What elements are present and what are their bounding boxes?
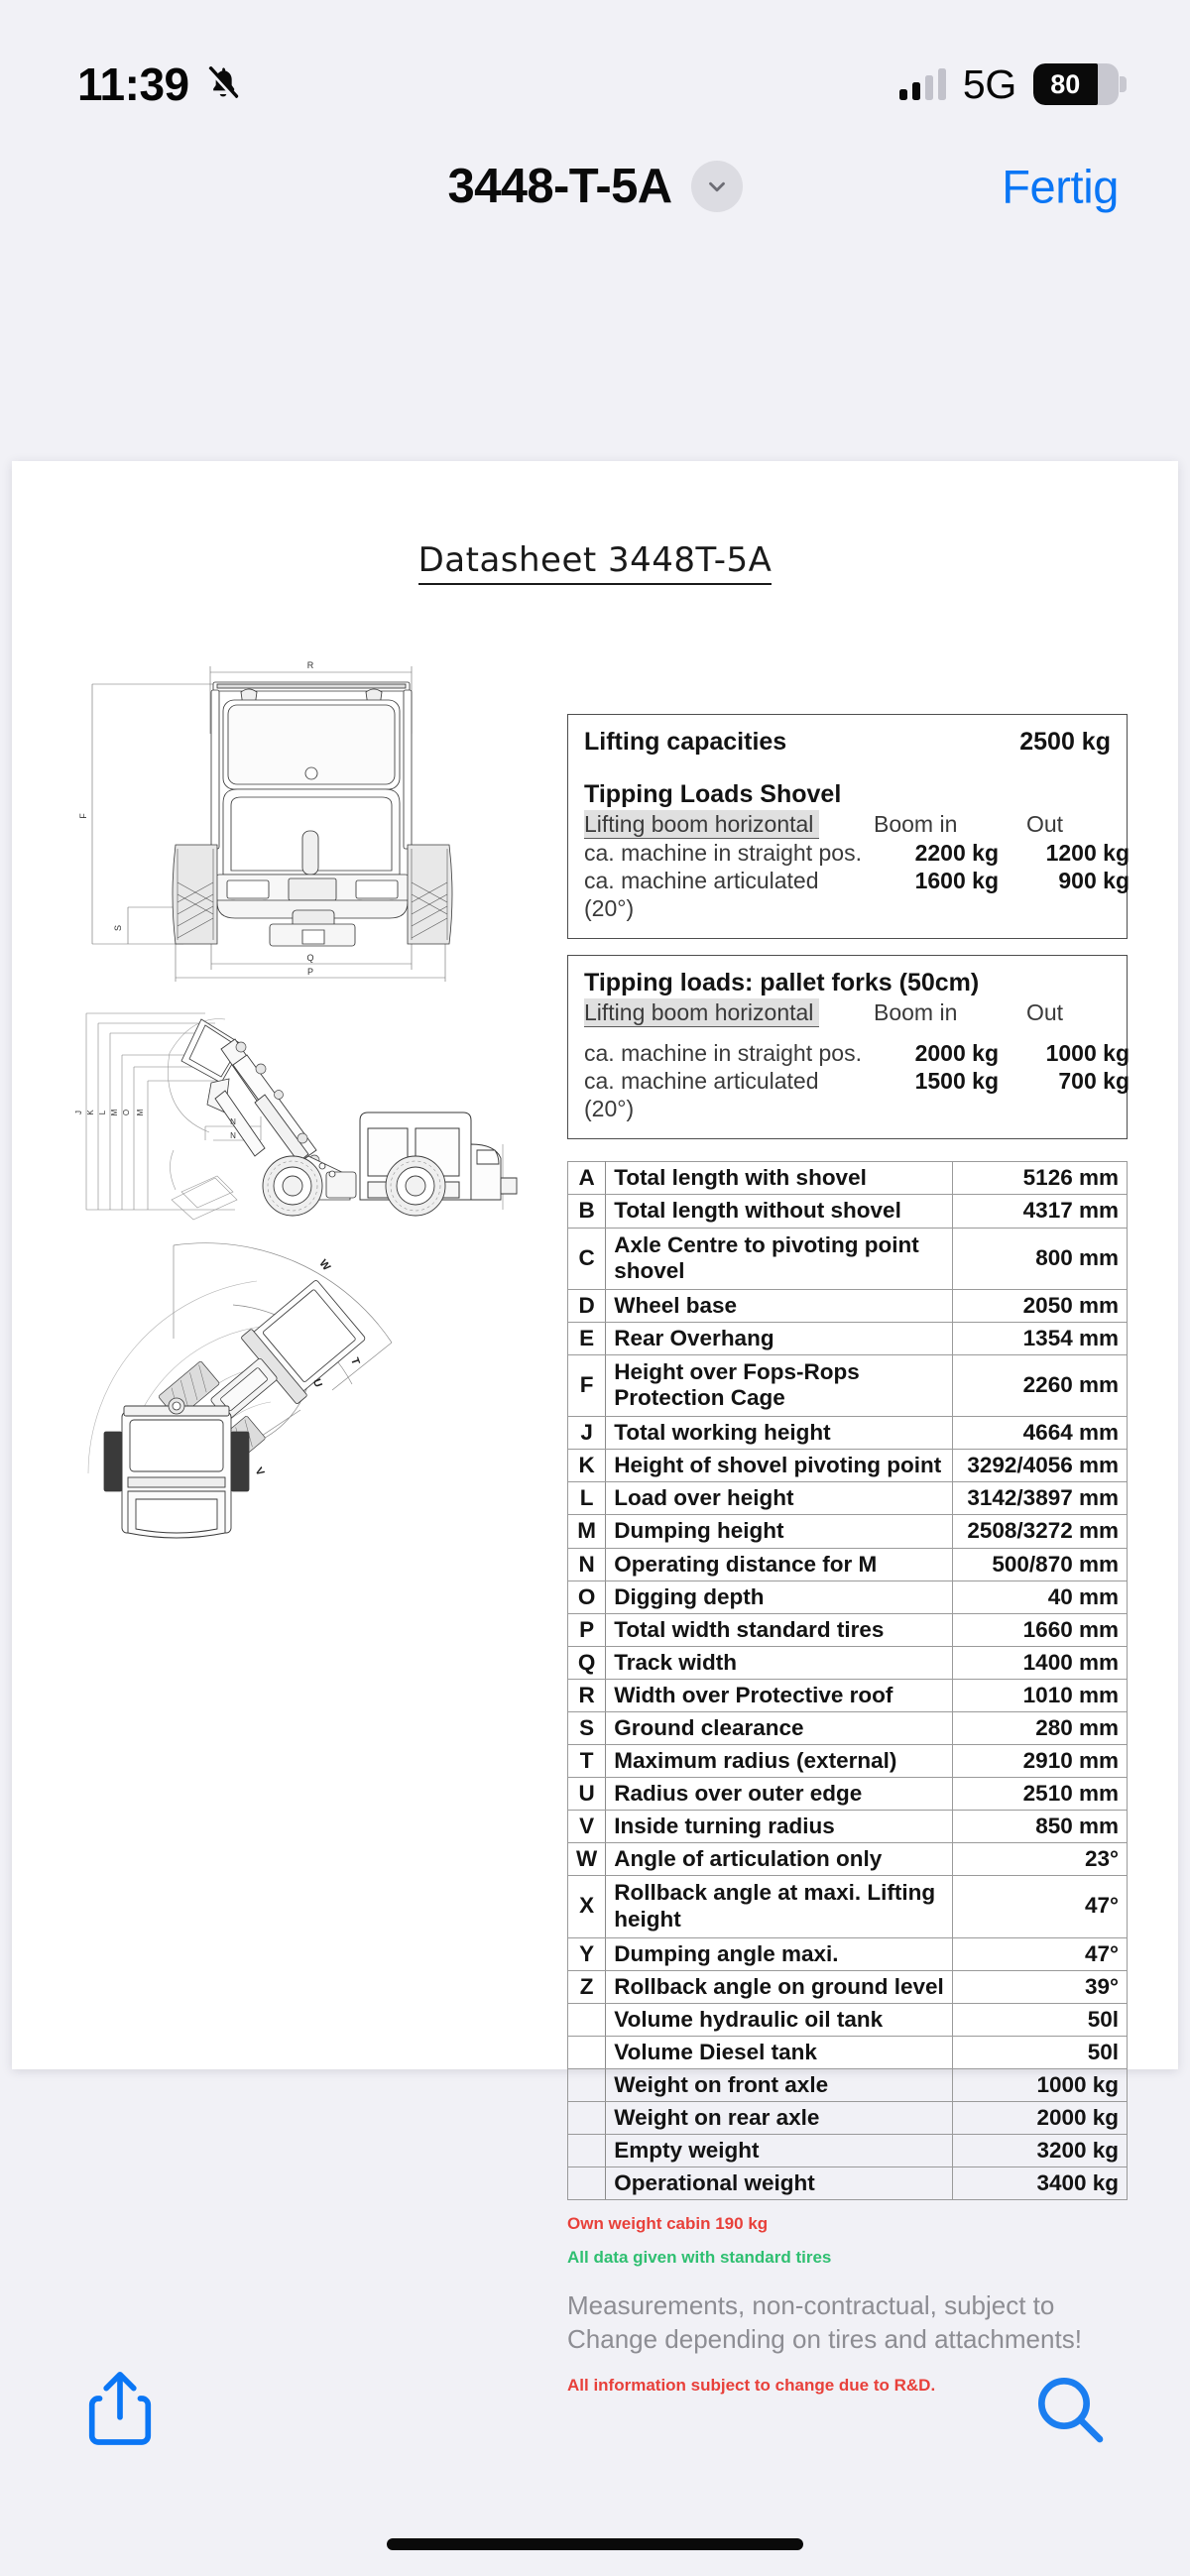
svg-text:M: M [110, 1109, 119, 1116]
technical-drawings [66, 654, 523, 1553]
row-key [568, 2167, 606, 2200]
svg-text:Q: Q [306, 953, 314, 963]
row-key: R [568, 1679, 606, 1711]
row-key: J [568, 1417, 606, 1450]
lifting-capacities-value: 2500 kg [1019, 728, 1111, 756]
row-label: Operational weight [606, 2167, 953, 2200]
row-key: Q [568, 1646, 606, 1679]
row-value: 800 mm [953, 1228, 1128, 1289]
done-button[interactable]: Fertig [1002, 160, 1119, 212]
row-label: Height over Fops-Rops Protection Cage [606, 1354, 953, 1416]
forks-boom-condition: Lifting boom horizontal [584, 998, 819, 1027]
note-measurements: Measurements, non-contractual, subject to Change depending on tires and attachments! [567, 2290, 1082, 2354]
search-button[interactable] [1015, 2357, 1125, 2466]
row-value: 4317 mm [953, 1195, 1128, 1228]
row-key: K [568, 1450, 606, 1482]
svg-text:U: U [309, 1377, 324, 1389]
row-label: Weight on front axle [606, 2069, 953, 2102]
status-bar-right [899, 61, 1119, 108]
row-value: 39° [953, 1970, 1128, 2003]
table-row [568, 1322, 1128, 1354]
row-value: 3400 kg [953, 2167, 1128, 2200]
row-value: 2510 mm [953, 1778, 1128, 1811]
status-bar-left [77, 58, 243, 111]
row-key: N [568, 1548, 606, 1581]
table-row [568, 1195, 1128, 1228]
pallet-forks-heading: Tipping loads: pallet forks (50cm) [584, 969, 980, 997]
row-value: 1660 mm [953, 1613, 1128, 1646]
svg-text:N: N [230, 1131, 236, 1140]
table-row [568, 1970, 1128, 2003]
table-row [568, 1515, 1128, 1548]
row-value: 1354 mm [953, 1322, 1128, 1354]
table-row [568, 1162, 1128, 1195]
row-key: L [568, 1482, 606, 1515]
row-label: Radius over outer edge [606, 1778, 953, 1811]
table-row [568, 1778, 1128, 1811]
svg-text:W: W [316, 1257, 333, 1273]
row-label: Volume hydraulic oil tank [606, 2003, 953, 2036]
note-cabin-weight: Own weight cabin 190 kg [567, 2214, 769, 2234]
svg-text:S: S [113, 924, 123, 932]
row-key: S [568, 1711, 606, 1744]
note-standard-tires: All data given with standard tires [567, 2248, 832, 2268]
table-row [568, 1843, 1128, 1876]
svg-text:N: N [230, 1117, 236, 1126]
row-label: Empty weight [606, 2135, 953, 2167]
row-label: Width over Protective roof [606, 1679, 953, 1711]
lifting-capacities-box [567, 714, 1128, 939]
row-value: 3200 kg [953, 2135, 1128, 2167]
row-label: Dumping angle maxi. [606, 1937, 953, 1970]
navigation-bar [0, 129, 1190, 243]
table-row [568, 2167, 1128, 2200]
row-label: Rear Overhang [606, 1322, 953, 1354]
row-value: 23° [953, 1843, 1128, 1876]
svg-text:O: O [122, 1109, 131, 1116]
table-row [568, 2003, 1128, 2036]
cellular-bars-icon [899, 68, 946, 100]
status-time: 11:39 [77, 59, 189, 110]
row-value: 2910 mm [953, 1745, 1128, 1778]
table-row [568, 1613, 1128, 1646]
document-page[interactable] [12, 461, 1178, 2395]
row-key: E [568, 1322, 606, 1354]
row-key: A [568, 1162, 606, 1195]
row-value: 47° [953, 1937, 1128, 1970]
table-row: ca. machine articulated (20°) 1600 kg 900 kg [584, 868, 1130, 922]
table-row [568, 2102, 1128, 2135]
row-label: Angle of articulation only [606, 1843, 953, 1876]
row-value: 40 mm [953, 1581, 1128, 1613]
row-label: Ground clearance [606, 1711, 953, 1744]
table-row [568, 1482, 1128, 1515]
row-label: Wheel base [606, 1289, 953, 1322]
dimensions-table [567, 1161, 1128, 2200]
column-boom-in: Boom in [874, 811, 958, 837]
row-label: Dumping height [606, 1515, 953, 1548]
row-value: 1000 kg [953, 2069, 1128, 2102]
table-row: ca. machine in straight pos. 2200 kg 1200 kg [584, 840, 1130, 867]
chevron-down-icon[interactable] [691, 161, 743, 212]
datasheet-title: Datasheet 3448T-5A [12, 540, 1178, 580]
table-row [568, 1745, 1128, 1778]
network-type-label: 5G [962, 60, 1016, 107]
row-value: 50l [953, 2036, 1128, 2068]
row-value: 2050 mm [953, 1289, 1128, 1322]
status-bar [0, 0, 1190, 129]
row-key: X [568, 1876, 606, 1937]
row-key: W [568, 1843, 606, 1876]
row-key: M [568, 1515, 606, 1548]
bottom-toolbar [0, 2342, 1190, 2481]
row-label: Weight on rear axle [606, 2102, 953, 2135]
share-button[interactable] [65, 2357, 175, 2466]
drawing-top-view [66, 1235, 523, 1553]
row-key: O [568, 1581, 606, 1613]
table-row [568, 2135, 1128, 2167]
row-value: 3142/3897 mm [953, 1482, 1128, 1515]
table-row [568, 1711, 1128, 1744]
specifications-column [567, 714, 1128, 2396]
table-row [568, 1548, 1128, 1581]
svg-text:K: K [86, 1110, 95, 1115]
row-label: Rollback angle at maxi. Lifting height [606, 1876, 953, 1937]
row-label: Digging depth [606, 1581, 953, 1613]
svg-text:F: F [78, 813, 88, 819]
table-row [568, 1679, 1128, 1711]
table-row [568, 2036, 1128, 2068]
table-row [568, 1354, 1128, 1416]
row-label: Total length without shovel [606, 1195, 953, 1228]
page-title: 3448-T-5A [447, 159, 672, 213]
table-row [568, 2069, 1128, 2102]
row-label: Maximum radius (external) [606, 1745, 953, 1778]
row-value: 280 mm [953, 1711, 1128, 1744]
row-label: Load over height [606, 1482, 953, 1515]
svg-text:L: L [98, 1110, 107, 1115]
row-key: U [568, 1778, 606, 1811]
table-row [568, 1937, 1128, 1970]
share-upload-icon [82, 2366, 158, 2458]
row-key: V [568, 1811, 606, 1843]
row-key: P [568, 1613, 606, 1646]
table-row [568, 1876, 1128, 1937]
column-out: Out [1026, 811, 1064, 837]
row-value: 5126 mm [953, 1162, 1128, 1195]
table-row: ca. machine in straight pos. 2000 kg 1000 kg [584, 1040, 1130, 1067]
bell-slash-icon [203, 62, 243, 107]
drawing-rear-view [66, 654, 523, 982]
row-label: Volume Diesel tank [606, 2036, 953, 2068]
row-value: 47° [953, 1876, 1128, 1937]
row-key [568, 2135, 606, 2167]
row-value: 2260 mm [953, 1354, 1128, 1416]
table-row: ca. machine articulated (20°) 1500 kg 700 kg [584, 1068, 1130, 1122]
row-key [568, 2069, 606, 2102]
row-key: D [568, 1289, 606, 1322]
row-key: T [568, 1745, 606, 1778]
svg-text:P: P [306, 967, 314, 977]
row-key [568, 2036, 606, 2068]
row-label: Total width standard tires [606, 1613, 953, 1646]
row-value: 2508/3272 mm [953, 1515, 1128, 1548]
table-row [568, 1581, 1128, 1613]
battery-level-label: 80 [1050, 68, 1081, 99]
table-row [568, 1646, 1128, 1679]
title-group [447, 159, 742, 214]
pallet-forks-box [567, 955, 1128, 1139]
home-indicator [387, 2538, 803, 2550]
svg-text:J: J [74, 1111, 83, 1114]
table-row [568, 1811, 1128, 1843]
search-icon [1030, 2370, 1110, 2454]
row-value: 3292/4056 mm [953, 1450, 1128, 1482]
table-row [568, 1289, 1128, 1322]
table-row [568, 1450, 1128, 1482]
row-value: 1400 mm [953, 1646, 1128, 1679]
row-key [568, 2102, 606, 2135]
row-label: Total working height [606, 1417, 953, 1450]
note-rnd: All information subject to change due to R&D. [567, 2375, 936, 2395]
row-value: 500/870 mm [953, 1548, 1128, 1581]
row-label: Rollback angle on ground level [606, 1970, 953, 2003]
table-row [568, 1228, 1128, 1289]
row-label: Track width [606, 1646, 953, 1679]
battery-icon [1033, 63, 1119, 105]
drawing-side-view [66, 995, 523, 1224]
forks-box-header-row [584, 998, 1111, 1027]
row-key: B [568, 1195, 606, 1228]
row-key: Y [568, 1937, 606, 1970]
row-label: Inside turning radius [606, 1811, 953, 1843]
row-value: 850 mm [953, 1811, 1128, 1843]
row-value: 1010 mm [953, 1679, 1128, 1711]
svg-text:T: T [348, 1355, 362, 1367]
row-key [568, 2003, 606, 2036]
svg-text:V: V [252, 1465, 267, 1478]
row-key: Z [568, 1970, 606, 2003]
row-value: 4664 mm [953, 1417, 1128, 1450]
lifting-capacities-heading: Lifting capacities [584, 728, 787, 756]
row-key: F [568, 1354, 606, 1416]
svg-text:R: R [306, 660, 314, 670]
table-row [568, 1417, 1128, 1450]
row-key: C [568, 1228, 606, 1289]
column-boom-in: Boom in [874, 999, 958, 1026]
lifting-box-header-row [584, 810, 1111, 839]
row-label: Operating distance for M [606, 1548, 953, 1581]
row-label: Total length with shovel [606, 1162, 953, 1195]
column-out: Out [1026, 999, 1064, 1026]
row-value: 2000 kg [953, 2102, 1128, 2135]
tipping-loads-shovel-heading: Tipping Loads Shovel [584, 780, 842, 808]
row-label: Axle Centre to pivoting point shovel [606, 1228, 953, 1289]
row-value: 50l [953, 2003, 1128, 2036]
lifting-boom-condition: Lifting boom horizontal [584, 810, 819, 839]
row-label: Height of shovel pivoting point [606, 1450, 953, 1482]
svg-text:M: M [136, 1109, 145, 1116]
